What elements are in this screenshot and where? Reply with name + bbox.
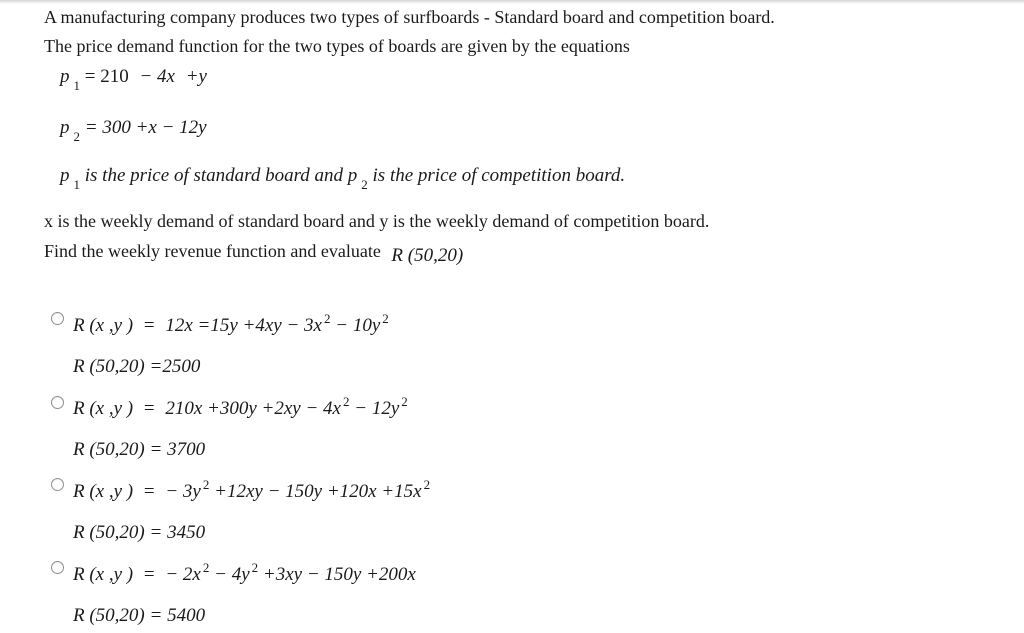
option-2-mid: − 12y bbox=[354, 398, 400, 419]
option-1-value: R (50,20) =2500 bbox=[73, 356, 201, 377]
option-2-sup1: 2 bbox=[343, 394, 350, 409]
equation-p1 bbox=[60, 66, 207, 93]
option-3-lhs: R (x ,y ) bbox=[73, 481, 134, 502]
option-2-lhs: R (x ,y ) bbox=[73, 398, 134, 419]
option-3-sup2: 2 bbox=[423, 477, 431, 492]
option-4-lhs: R (x ,y ) bbox=[73, 564, 134, 585]
option-4-function[interactable] bbox=[73, 560, 416, 586]
option-1-sup2: 2 bbox=[382, 311, 389, 326]
def-p2-sub: 2 bbox=[361, 177, 368, 192]
option-1-function[interactable] bbox=[73, 311, 389, 337]
option-3-radio[interactable] bbox=[51, 478, 64, 491]
question-line-4-text: Find the weekly revenue function and evaluate bbox=[44, 241, 381, 261]
option-3-sup1: 2 bbox=[202, 477, 210, 492]
option-1-lhs: R (x ,y ) bbox=[73, 315, 134, 336]
eq1-rhs-a: = 210 bbox=[84, 66, 129, 87]
def-part3: standard board and p bbox=[193, 165, 358, 186]
option-3-eq: = bbox=[143, 481, 155, 502]
def-p1-sub: 1 bbox=[73, 177, 80, 192]
option-4-tail: +3xy − 150y +200x bbox=[262, 564, 416, 585]
option-4-mid: − 4y bbox=[214, 564, 250, 585]
evaluate-point: R (50,20) bbox=[391, 245, 464, 266]
option-2-sup2: 2 bbox=[401, 394, 408, 409]
option-4-sup1: 2 bbox=[202, 560, 210, 575]
eq1-rhs-b: − 4x bbox=[139, 66, 175, 87]
equation-p2 bbox=[60, 117, 207, 144]
eq2-rhs: = 300 +x − 12y bbox=[84, 117, 207, 138]
def-part5: of bbox=[461, 165, 477, 186]
question-line-1: A manufacturing company produces two types of surfboards - Standard board and competition board. bbox=[44, 7, 775, 27]
option-4-rhs: − 2x bbox=[165, 564, 201, 585]
option-4-value: R (50,20) = 5400 bbox=[73, 605, 206, 626]
option-3-rhs: − 3y bbox=[165, 481, 201, 502]
option-2-function[interactable] bbox=[73, 394, 408, 420]
option-3-value: R (50,20) = 3450 bbox=[73, 522, 206, 543]
option-1-eq: = bbox=[143, 315, 155, 336]
option-1-radio[interactable] bbox=[51, 312, 64, 325]
option-4-eq: = bbox=[143, 564, 155, 585]
option-3-mid: +12xy − 150y +120x +15x bbox=[214, 481, 422, 502]
eq2-var: p bbox=[60, 117, 70, 138]
question-line-2: The price demand function for the two types of boards are given by the equations bbox=[44, 36, 630, 56]
eq1-sub: 1 bbox=[73, 78, 80, 93]
option-3-function[interactable] bbox=[73, 477, 431, 503]
option-2-value: R (50,20) = 3700 bbox=[73, 439, 206, 460]
def-part1: is the price bbox=[84, 165, 170, 186]
eq1-rhs-c: +y bbox=[185, 66, 207, 87]
def-part2: of bbox=[173, 165, 189, 186]
option-2-rhs: 210x +300y +2xy − 4x bbox=[165, 398, 341, 419]
option-2-radio[interactable] bbox=[51, 396, 64, 409]
option-4-sup2: 2 bbox=[251, 560, 259, 575]
price-definition bbox=[60, 165, 626, 192]
eq2-sub: 2 bbox=[73, 129, 80, 144]
option-1-mid: − 10y bbox=[335, 315, 381, 336]
option-2-eq: = bbox=[143, 398, 155, 419]
top-divider bbox=[0, 0, 1024, 4]
option-1-sup1: 2 bbox=[324, 311, 331, 326]
def-part6: competition board. bbox=[481, 165, 626, 186]
def-part4: is the price bbox=[372, 165, 457, 186]
option-4-radio[interactable] bbox=[51, 561, 64, 574]
question-line-4 bbox=[44, 241, 464, 266]
eq1-var: p bbox=[60, 66, 70, 87]
option-1-rhs: 12x =15y +4xy − 3x bbox=[165, 315, 322, 336]
def-p1: p bbox=[60, 165, 70, 186]
question-line-3: x is the weekly demand of standard board and y is the weekly demand of competition board. bbox=[44, 211, 710, 231]
